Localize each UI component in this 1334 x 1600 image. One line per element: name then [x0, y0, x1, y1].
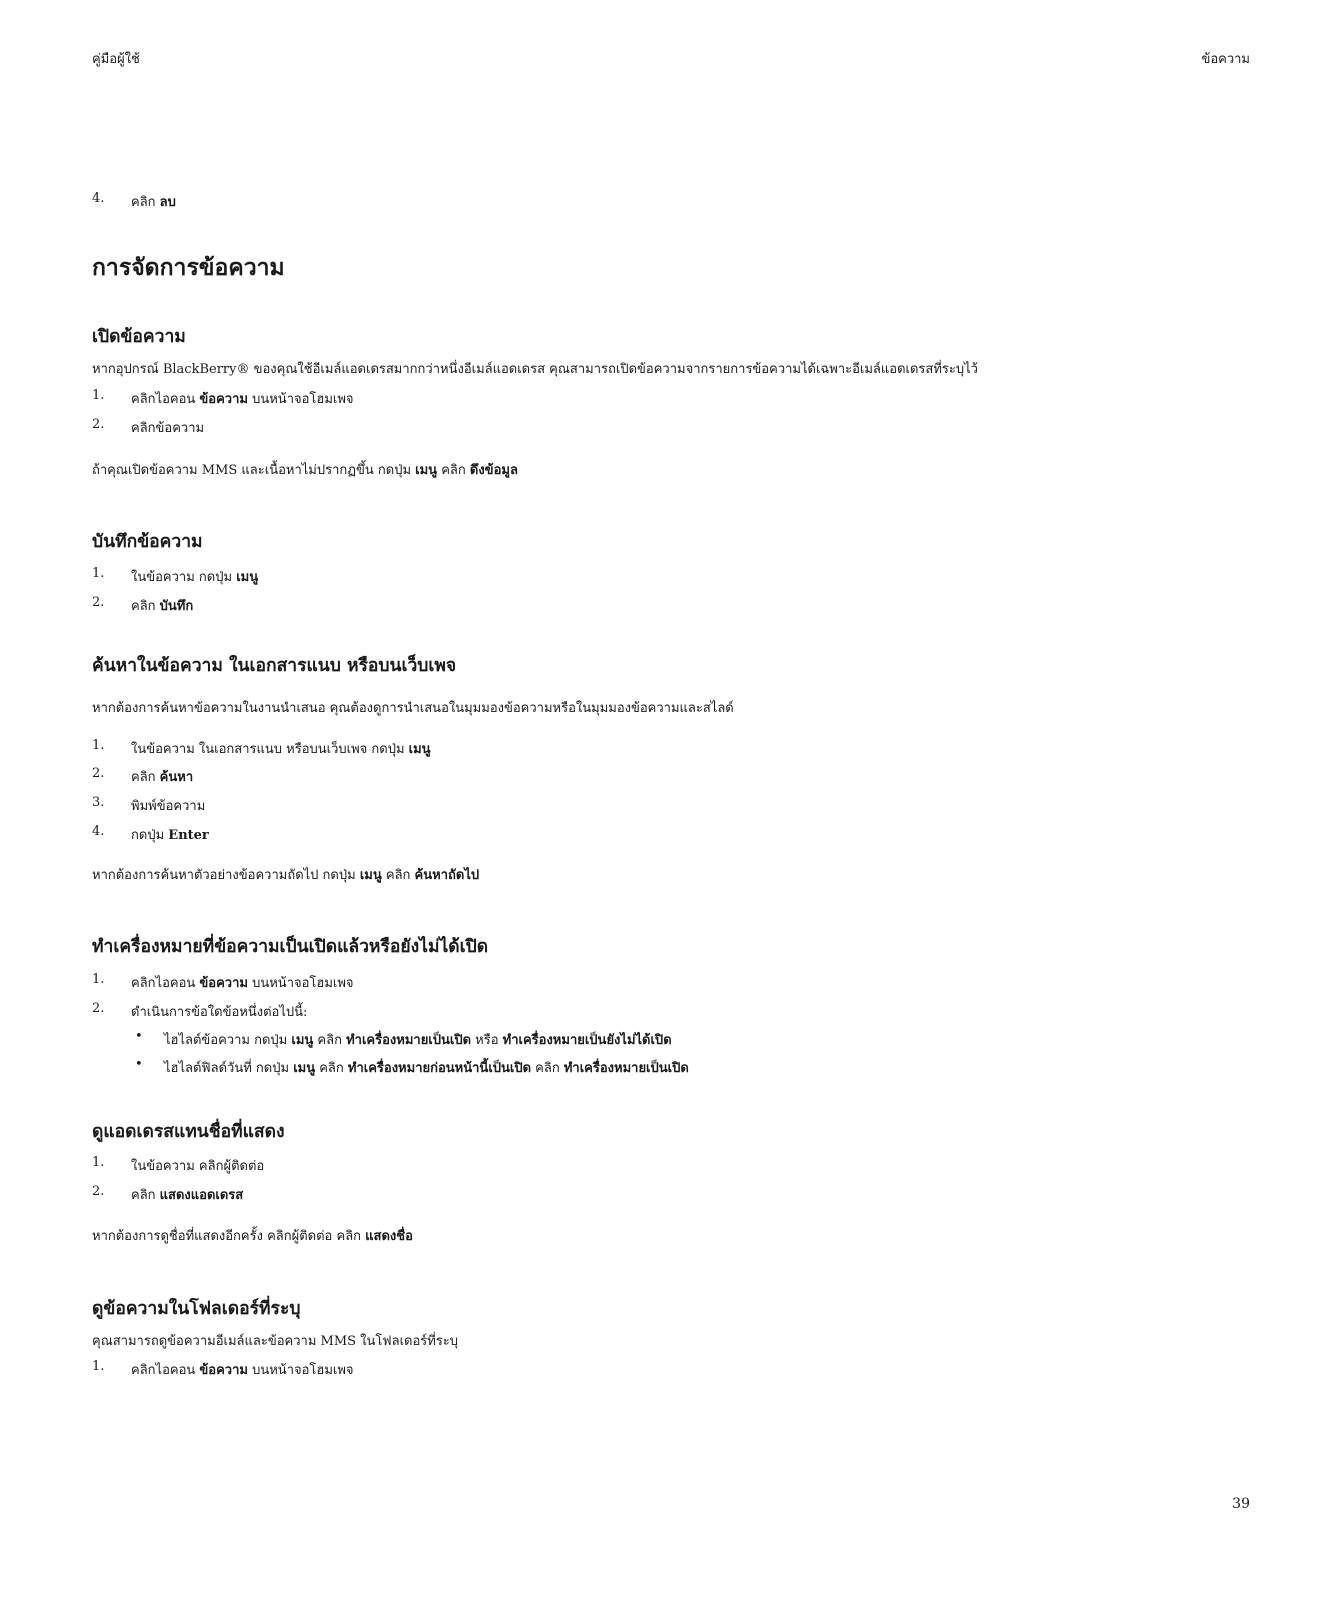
step-number: 1. — [92, 1359, 105, 1374]
section-heading-folder: ดูข้อความในโฟลเดอร์ที่ระบุ — [92, 1299, 301, 1319]
running-header-left: คู่มือผู้ใช้ — [92, 52, 140, 67]
step-number: 2. — [92, 1184, 105, 1199]
step-text: คลิกไอคอน ข้อความ บนหน้าจอโฮมเพจ — [131, 976, 354, 991]
step-number: 4. — [92, 824, 105, 839]
step-number: 1. — [92, 972, 105, 987]
section-heading-search: ค้นหาในข้อความ ในเอกสารแนบ หรือบนเว็บเพจ — [92, 656, 457, 676]
bullet-text: ไฮไลต์ฟิลด์วันที่ กดปุ่ม เมนู คลิก ทำเครื่องหมายก่อนหน้านี้เป็นเปิด คลิก ทำเครื่องหมายเป็นเปิด — [164, 1061, 689, 1076]
step-text: ในข้อความ คลิกผู้ติดต่อ — [131, 1159, 265, 1174]
note-paragraph: หากต้องการค้นหาตัวอย่างข้อความถัดไป กดปุ่ม เมนู คลิก ค้นหาถัดไป — [92, 868, 480, 883]
step-number: 2. — [92, 1001, 105, 1016]
note-paragraph: ถ้าคุณเปิดข้อความ MMS และเนื้อหาไม่ปรากฏขึ้น กดปุ่ม เมนู คลิก ดึงข้อมูล — [92, 463, 518, 478]
paragraph: คุณสามารถดูข้อความอีเมล์และข้อความ MMS ในโฟลเดอร์ที่ระบุ — [92, 1334, 459, 1349]
section-heading-open: เปิดข้อความ — [92, 327, 186, 347]
step-text: คลิก แสดงแอดเดรส — [131, 1188, 244, 1203]
section-heading-address: ดูแอดเดรสแทนชื่อที่แสดง — [92, 1122, 285, 1142]
step-text: ดำเนินการข้อใดข้อหนึ่งต่อไปนี้: — [131, 1005, 308, 1020]
step-number: 2. — [92, 595, 105, 610]
step-text: พิมพ์ข้อความ — [131, 799, 206, 814]
step-text: คลิกไอคอน ข้อความ บนหน้าจอโฮมเพจ — [131, 392, 354, 407]
step-number: 1. — [92, 566, 105, 581]
page-title: การจัดการข้อความ — [92, 254, 285, 281]
bullet-text: ไฮไลต์ข้อความ กดปุ่ม เมนู คลิก ทำเครื่องหมายเป็นเปิด หรือ ทำเครื่องหมายเป็นยังไม่ได้เปิด — [164, 1033, 672, 1048]
paragraph: หากต้องการค้นหาข้อความในงานนำเสนอ คุณต้องดูการนำเสนอในมุมมองข้อความหรือในมุมมองข้อความและสไลด์ — [92, 701, 734, 716]
bullet-icon: • — [135, 1029, 143, 1044]
paragraph: หากอุปกรณ์ BlackBerry® ของคุณใช้อีเมล์แอดเดรสมากกว่าหนึ่งอีเมล์แอดเดรส คุณสามารถเปิดข้อความจากรายการข้อความได้เฉพาะอีเมล์แอดเดรสที่ระบุไว้ — [92, 362, 978, 377]
step-text: กดปุ่ม Enter — [131, 828, 209, 843]
step-text: ในข้อความ ในเอกสารแนบ หรือบนเว็บเพจ กดปุ่ม เมนู — [131, 742, 431, 757]
section-heading-save: บันทึกข้อความ — [92, 532, 203, 552]
step-number: 1. — [92, 388, 105, 403]
running-header-right: ข้อความ — [1201, 52, 1250, 67]
page-number: 39 — [1232, 1496, 1250, 1512]
step-text: คลิก บันทึก — [131, 599, 194, 614]
step-number: 4. — [92, 191, 105, 206]
bullet-icon: • — [135, 1057, 143, 1072]
step-number: 1. — [92, 1155, 105, 1170]
step-text: ในข้อความ กดปุ่ม เมนู — [131, 570, 259, 585]
step-number: 1. — [92, 738, 105, 753]
step-number: 3. — [92, 795, 105, 810]
step-text: คลิก ลบ — [131, 195, 176, 210]
section-heading-mark: ทำเครื่องหมายที่ข้อความเป็นเปิดแล้วหรือยังไม่ได้เปิด — [92, 937, 489, 957]
step-text: คลิกไอคอน ข้อความ บนหน้าจอโฮมเพจ — [131, 1363, 354, 1378]
step-text: คลิกข้อความ — [131, 421, 205, 436]
step-number: 2. — [92, 417, 105, 432]
note-paragraph: หากต้องการดูชื่อที่แสดงอีกครั้ง คลิกผู้ติดต่อ คลิก แสดงชื่อ — [92, 1229, 413, 1244]
step-text: คลิก ค้นหา — [131, 770, 194, 785]
step-number: 2. — [92, 766, 105, 781]
